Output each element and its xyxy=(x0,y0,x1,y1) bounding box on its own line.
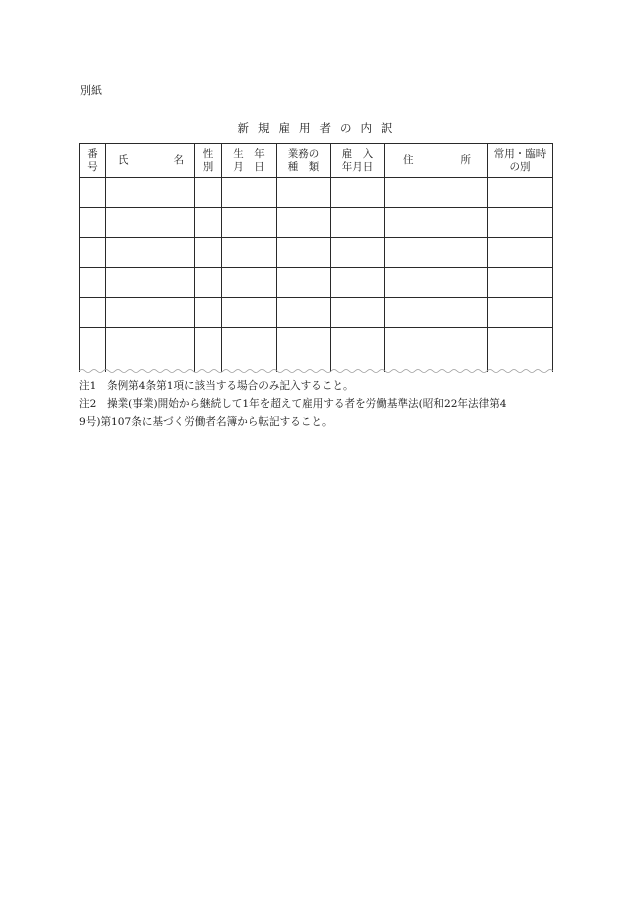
table-cell[interactable] xyxy=(277,268,331,298)
header-type-line2: の別 xyxy=(509,160,531,173)
header-hire-line1: 雇 入 xyxy=(341,147,374,160)
header-name-part1: 氏 xyxy=(118,154,129,166)
note-2-label: 注2 xyxy=(79,398,97,410)
table-cell[interactable] xyxy=(106,238,195,268)
note-1-label: 注1 xyxy=(79,380,97,392)
notes-section xyxy=(79,377,559,431)
table-cell[interactable] xyxy=(222,268,277,298)
header-hire-line2: 年月日 xyxy=(341,160,374,173)
table-cell[interactable] xyxy=(222,208,277,238)
table-cell[interactable] xyxy=(277,328,331,373)
table-cell[interactable] xyxy=(195,178,222,208)
table-cell[interactable] xyxy=(385,238,488,268)
attachment-label: 別紙 xyxy=(80,84,102,97)
table-cell[interactable] xyxy=(277,208,331,238)
table-row xyxy=(80,238,553,268)
table-cell[interactable] xyxy=(488,238,553,268)
new-employee-table xyxy=(79,143,553,372)
header-type xyxy=(488,144,553,178)
table-row xyxy=(80,298,553,328)
header-job xyxy=(277,144,331,178)
table-cell[interactable] xyxy=(195,328,222,373)
table-cell[interactable] xyxy=(80,238,106,268)
note-2-text: 操業(事業)開始から継続して1年を超えて雇用する者を労働基準法(昭和22年法律第4 xyxy=(107,398,507,410)
table-cell[interactable] xyxy=(80,268,106,298)
header-sex-line1: 性 xyxy=(202,147,214,160)
table-cell[interactable] xyxy=(331,238,385,268)
header-name xyxy=(106,144,195,178)
table-cell[interactable] xyxy=(222,178,277,208)
table-cell[interactable] xyxy=(331,298,385,328)
table-cell[interactable] xyxy=(385,298,488,328)
table-cell[interactable] xyxy=(488,178,553,208)
table-cell[interactable] xyxy=(106,328,195,373)
table-row xyxy=(80,328,553,373)
table-cell[interactable] xyxy=(488,208,553,238)
note-1 xyxy=(79,377,559,395)
table-row xyxy=(80,268,553,298)
table-cell[interactable] xyxy=(195,238,222,268)
table-cell[interactable] xyxy=(80,328,106,373)
header-number xyxy=(80,144,106,178)
table-cell[interactable] xyxy=(106,298,195,328)
table-row xyxy=(80,178,553,208)
header-address-part1: 住 xyxy=(403,154,414,166)
header-address-part2: 所 xyxy=(460,154,471,166)
header-job-line1: 業務の xyxy=(287,147,320,160)
table-cell[interactable] xyxy=(195,268,222,298)
table-cell[interactable] xyxy=(106,268,195,298)
header-birth-line1: 生 年 xyxy=(233,147,265,160)
table-row xyxy=(80,208,553,238)
header-sex xyxy=(195,144,222,178)
table-cell[interactable] xyxy=(385,328,488,373)
table-cell[interactable] xyxy=(385,268,488,298)
table-cell[interactable] xyxy=(222,238,277,268)
table-cell[interactable] xyxy=(331,208,385,238)
table-cell[interactable] xyxy=(222,328,277,373)
header-name-part2: 名 xyxy=(173,154,184,166)
table-cell[interactable] xyxy=(80,208,106,238)
table-cell[interactable] xyxy=(80,298,106,328)
header-job-line2: 種 類 xyxy=(287,160,320,173)
table-cell[interactable] xyxy=(277,178,331,208)
header-type-line1: 常用・臨時 xyxy=(493,147,547,160)
header-birth-line2: 月 日 xyxy=(233,160,265,173)
note-1-text: 条例第4条第1項に該当する場合のみ記入すること。 xyxy=(107,380,354,392)
table-cell[interactable] xyxy=(385,208,488,238)
table-cell[interactable] xyxy=(331,268,385,298)
table-cell[interactable] xyxy=(385,178,488,208)
header-sex-line2: 別 xyxy=(202,160,214,173)
table-cell[interactable] xyxy=(488,268,553,298)
torn-edge-line xyxy=(79,367,553,375)
header-birth xyxy=(222,144,277,178)
table-cell[interactable] xyxy=(331,178,385,208)
table-cell[interactable] xyxy=(331,328,385,373)
header-row xyxy=(80,144,553,178)
note-2 xyxy=(79,395,559,413)
header-address xyxy=(385,144,488,178)
header-hire xyxy=(331,144,385,178)
table-cell[interactable] xyxy=(195,298,222,328)
table-cell[interactable] xyxy=(488,328,553,373)
document-title: 新規雇用者の内訳 xyxy=(237,121,402,135)
table-cell[interactable] xyxy=(106,208,195,238)
table-cell[interactable] xyxy=(277,238,331,268)
header-number-line2: 号 xyxy=(87,160,98,173)
table-cell[interactable] xyxy=(80,178,106,208)
table-cell[interactable] xyxy=(106,178,195,208)
table-cell[interactable] xyxy=(222,298,277,328)
table-cell[interactable] xyxy=(488,298,553,328)
note-2-continuation: 9号)第107条に基づく労働者名簿から転記すること。 xyxy=(79,416,333,428)
table-cell[interactable] xyxy=(195,208,222,238)
table-cell[interactable] xyxy=(277,298,331,328)
header-number-line1: 番 xyxy=(87,147,98,160)
